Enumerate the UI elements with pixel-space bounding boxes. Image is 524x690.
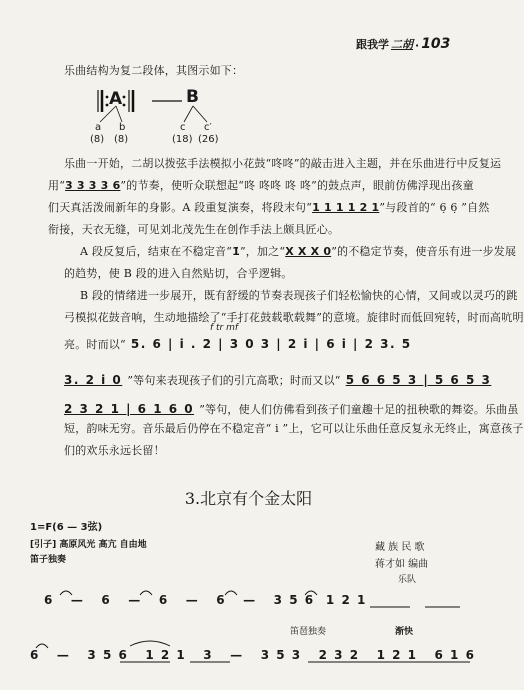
p3-line3: 亮。时而以“ 5. 6 | i . 2 | 3 0 3 | 2 i | 6 i | 2 3. 5 [64, 337, 412, 351]
key-signature: 1=F(6 — 3弦) [30, 522, 103, 533]
bars-c: (18) [172, 134, 193, 145]
label-band: 乐队 [398, 575, 417, 585]
label-flute: 笛琶独奏 [290, 627, 327, 637]
melody-phrase-1: 5. 6 | i . 2 | 3 0 3 | 2 i | 6 i | 2 3. 5 [130, 337, 412, 351]
label-gradual: 渐快 [395, 627, 414, 637]
bars-c-prime: (26) [198, 134, 219, 145]
running-header: 跟我学 二胡 · 103 [356, 36, 451, 52]
header-book: 跟我学 [356, 38, 389, 51]
section-b-label: B [186, 87, 199, 107]
score-notes-1: 6 — 6 — 6 — 6 — 3 5 6 1 2 1 [44, 593, 367, 607]
score-line-1 [30, 585, 470, 615]
p1-line2: 用“3 3 3 3 6”的节奏，使听众联想起“咚 咚咚 咚 咚”的鼓点声，眼前仿佛浮现出孩童 [48, 179, 474, 192]
structure-diagram [90, 84, 280, 144]
score-line-2 [30, 640, 476, 670]
header-instrument: 二胡 [391, 38, 413, 51]
paragraph-1 [48, 153, 502, 241]
page-number: 103 [421, 36, 451, 52]
instrument-note: 笛子独奏 [30, 555, 67, 565]
piece-title: 3.北京有个金太阳 [184, 489, 313, 508]
credit-arranger: 蒋才如 编曲 [375, 559, 429, 570]
p2-line2: 的趋势，使 B 段的进入自然贴切，合乎逻辑。 [64, 267, 293, 280]
unstable-note: 1̇ [232, 245, 240, 258]
ornament-marks: f tr mf [210, 323, 239, 333]
p3-line2: 弓模拟花鼓音响，生动地描绘了“手打花鼓载歌载舞”的意境。旋律时而低回宛转，时而高吭明 [64, 311, 524, 324]
melody-phrase-2: 3. 2 i 0 [64, 373, 123, 387]
sub-b: b [119, 122, 126, 133]
credit-origin: 藏 族 民 歌 [375, 542, 425, 553]
bars-a: (8) [90, 134, 105, 145]
phrase-end-notes: 1 1 1 1 2 1 [312, 201, 380, 214]
p1-line1: 乐曲一开始，二胡以拨弦手法模拟小花鼓“咚咚”的敲击进入主题，并在乐曲进行中反复运 [64, 157, 502, 170]
bars-b: (8) [114, 134, 129, 145]
p3-line6: 短，韵味无穷。音乐最后仍停在不稳定音“ i ”上，它可以让乐曲任意反复永无终止，寓意孩子 [64, 422, 524, 435]
p3-line1: B 段的情绪进一步展开，既有舒缓的节奏表现孩子们轻松愉快的心情，又间或以灵巧的跳 [80, 289, 518, 302]
p1-line3: 们天真活泼闹新年的身影。A 段重复演奏，将段末句“1 1 1 1 2 1”与段首的“ 6̣ 6̣ ”自然 [48, 201, 490, 214]
sub-a: a [95, 122, 102, 133]
paragraph-2 [64, 241, 517, 285]
melody-phrase-3: 5 6 6 5 3 | 5 6 5 3 [345, 373, 492, 387]
section-a-label: A [109, 89, 123, 109]
p3-tail [64, 418, 524, 462]
sub-c-prime: c′ [204, 122, 212, 133]
p2-line1: A 段反复后，结束在不稳定音“1̇”，加之“X X X 0”的不稳定节奏，使音乐有进一步发展 [80, 245, 517, 258]
rhythm-notes-1: 3 3 3 3 6 [65, 179, 121, 192]
p3-line4: 3. 2 i 0 ”等句来表现孩子们的引亢高歌；时而又以“ 5 6 6 5 3 | 5 6 5 3 [64, 373, 492, 387]
p3-line7: 们的欢乐永远长留！ [64, 444, 165, 457]
melody-phrase-4: 2 3 2 1 | 6 1 6 0 [64, 402, 195, 416]
rhythm-pattern: X X X 0 [285, 245, 332, 258]
sub-c: c [180, 122, 186, 133]
intro-text: 乐曲结构为复二段体，其图示如下： [64, 64, 244, 77]
p3-line5: 2 3 2 1 | 6 1 6 0 ”等句，使人们仿佛看到孩子们童趣十足的扭秧歌的舞姿。乐曲虽 [64, 402, 519, 416]
section-marking: [引子] 高原风光 高亢 自由地 [30, 540, 147, 550]
p1-line4: 衔接，天衣无缝，可见刘北茂先生在创作手法上颇具匠心。 [48, 223, 340, 236]
score-notes-2: 6 — 3 5 6 1 2 1 3 — 3 5 3 2 3 2 1 2 1 6 1 6 [30, 648, 476, 662]
paragraph-3 [64, 285, 524, 329]
